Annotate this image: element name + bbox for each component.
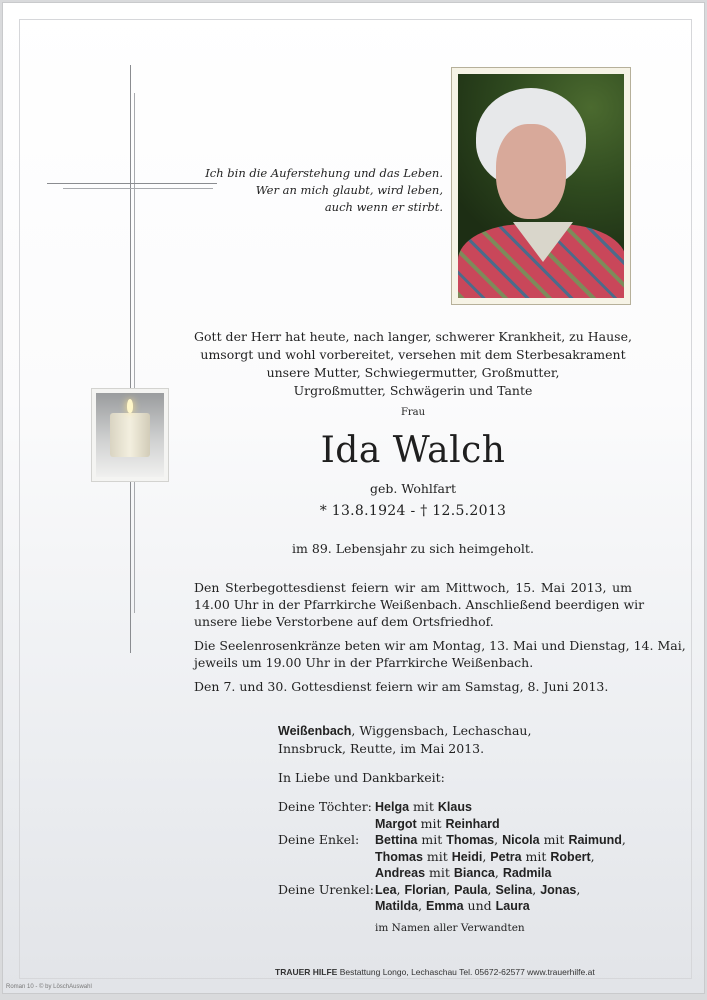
quote-line: Wer an mich glaubt, wird leben, — [255, 183, 443, 197]
cross-vertical-line — [130, 65, 131, 653]
portrait-photo — [451, 67, 631, 305]
cross-horizontal-line-inner — [63, 188, 213, 189]
memorial-mass-paragraph — [194, 678, 632, 695]
family-names: Andreas mit Bianca, Radmila — [375, 865, 552, 880]
footer-text: Bestattung Longo, Lechaschau Tel. 05672-62577 www.trauerhilfe.at — [337, 967, 595, 977]
obituary-page — [2, 2, 705, 994]
intro-line: unsere Mutter, Schwiegermutter, Großmutter, — [266, 365, 560, 380]
life-dates: * 13.8.1924 - † 12.5.2013 — [319, 503, 507, 519]
salutation: Frau — [400, 407, 426, 418]
rosary-paragraph — [194, 637, 686, 671]
intro-line: Gott der Herr hat heute, nach langer, schwerer Krankheit, zu Hause, — [194, 329, 632, 344]
place-rest: , Wiggensbach, Lechaschau, — [351, 723, 532, 738]
family-names: Lea, Florian, Paula, Selina, Jonas, — [375, 881, 581, 897]
family-names: Margot mit Reinhard — [375, 815, 500, 831]
family-names: Matilda, Emma und Laura — [375, 898, 530, 913]
rosary-line: jeweils um 19.00 Uhr in der Pfarrkirche Weißenbach. — [194, 655, 534, 670]
portrait-image — [458, 74, 624, 298]
quote-line: auch wenn er stirbt. — [324, 200, 443, 214]
deceased-name: Ida Walch — [320, 430, 506, 471]
template-credit: Roman 10 - © by LöschAuswahl — [6, 984, 92, 990]
relatives-line: im Namen aller Verwandten — [375, 922, 525, 934]
service-line: 14.00 Uhr in der Pfarrkirche Weißenbach. Anschließend beerdigen wir — [194, 597, 645, 612]
memorial-line: Den 7. und 30. Gottesdienst feiern wir am Samstag, 8. Juni 2013. — [194, 679, 609, 694]
candle-image — [91, 388, 169, 482]
bible-quote — [193, 165, 443, 216]
flame-icon — [127, 399, 133, 413]
daughters-label: Deine Töchter: — [278, 799, 372, 814]
intro-line: umsorgt und wohl vorbereitet, versehen mit dem Sterbesakrament — [200, 347, 626, 362]
place-bold: Weißenbach — [278, 724, 352, 738]
service-line: Den Sterbegottesdienst feiern wir am Mittwoch, 15. Mai 2013, um — [194, 580, 632, 595]
thanks-line: In Liebe und Dankbarkeit: — [278, 770, 445, 785]
family-names: Helga mit Klaus — [375, 799, 472, 814]
place-date — [278, 722, 531, 758]
service-line: unsere liebe Verstorbene auf dem Ortsfriedhof. — [194, 614, 494, 629]
rosary-line: Die Seelenrosenkränze beten wir am Montag, 13. Mai und Dienstag, 14. Mai, — [194, 638, 686, 653]
announcement-intro — [183, 328, 643, 400]
funeral-home-footer — [275, 967, 595, 977]
cross-horizontal-line — [47, 183, 217, 184]
intro-line: Urgroßmutter, Schwägerin und Tante — [293, 383, 533, 398]
quote-line: Ich bin die Auferstehung und das Leben. — [205, 166, 443, 180]
candle-icon — [110, 413, 150, 457]
place-line2: Innsbruck, Reutte, im Mai 2013. — [278, 741, 485, 756]
family-names: Thomas mit Heidi, Petra mit Robert, — [375, 848, 595, 864]
birth-name: geb. Wohlfart — [370, 481, 456, 496]
cross-vertical-line-inner — [134, 93, 135, 613]
great-grandchildren-label: Deine Urenkel: — [278, 881, 374, 897]
portrait-face — [496, 124, 566, 219]
family-names: Bettina mit Thomas, Nicola mit Raimund, — [375, 832, 626, 847]
age-line: im 89. Lebensjahr zu sich heimgeholt. — [292, 541, 534, 556]
grandchildren-label: Deine Enkel: — [278, 832, 360, 847]
footer-brand: TRAUER HILFE — [275, 967, 338, 977]
funeral-service-paragraph — [194, 579, 645, 630]
